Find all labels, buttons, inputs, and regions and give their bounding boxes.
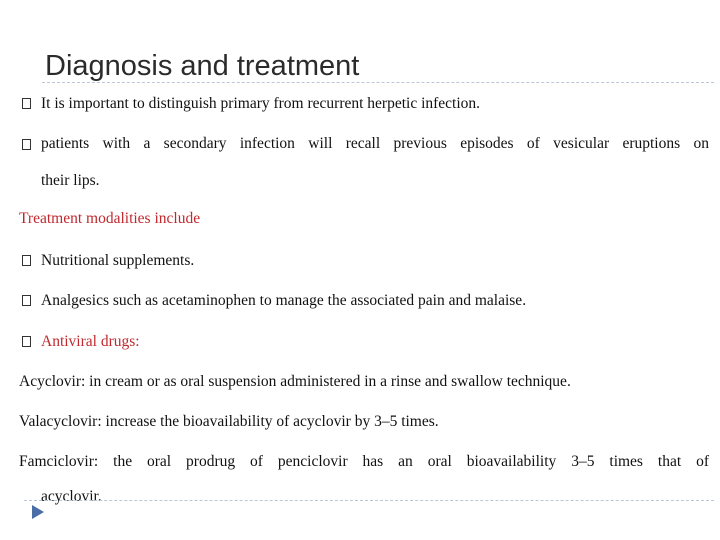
title-divider [42, 82, 714, 83]
bullet-icon [22, 295, 31, 306]
treatment-item-1: Nutritional supplements. [41, 252, 195, 269]
point-2-line-1: patients with a secondary infection will recall previous episodes of vesicular eruptions on [41, 135, 709, 152]
drug-famciclovir-line-1: Famciclovir: the oral prodrug of penciclovir has an oral bioavailability 3–5 times that of [19, 453, 709, 470]
drug-famciclovir-line-2: acyclovir. [41, 488, 102, 505]
point-1: It is important to distinguish primary from recurrent herpetic infection. [41, 95, 481, 112]
next-slide-arrow-icon[interactable] [32, 505, 44, 519]
point-2-line-2: their lips. [41, 172, 100, 189]
bullet-icon [22, 139, 31, 150]
bullet-icon [22, 255, 31, 266]
slide-title: Diagnosis and treatment [45, 50, 360, 82]
footer-divider [24, 500, 714, 501]
treatment-item-2: Analgesics such as acetaminophen to manage the associated pain and malaise. [41, 292, 527, 309]
bullet-icon [22, 98, 31, 109]
bullet-icon [22, 336, 31, 347]
treatment-item-3: Antiviral drugs: [41, 333, 140, 350]
drug-acyclovir: Acyclovir: in cream or as oral suspension administered in a rinse and swallow technique. [19, 373, 571, 390]
treatment-heading: Treatment modalities include [19, 210, 201, 227]
drug-valacyclovir: Valacyclovir: increase the bioavailability of acyclovir by 3–5 times. [19, 413, 439, 430]
